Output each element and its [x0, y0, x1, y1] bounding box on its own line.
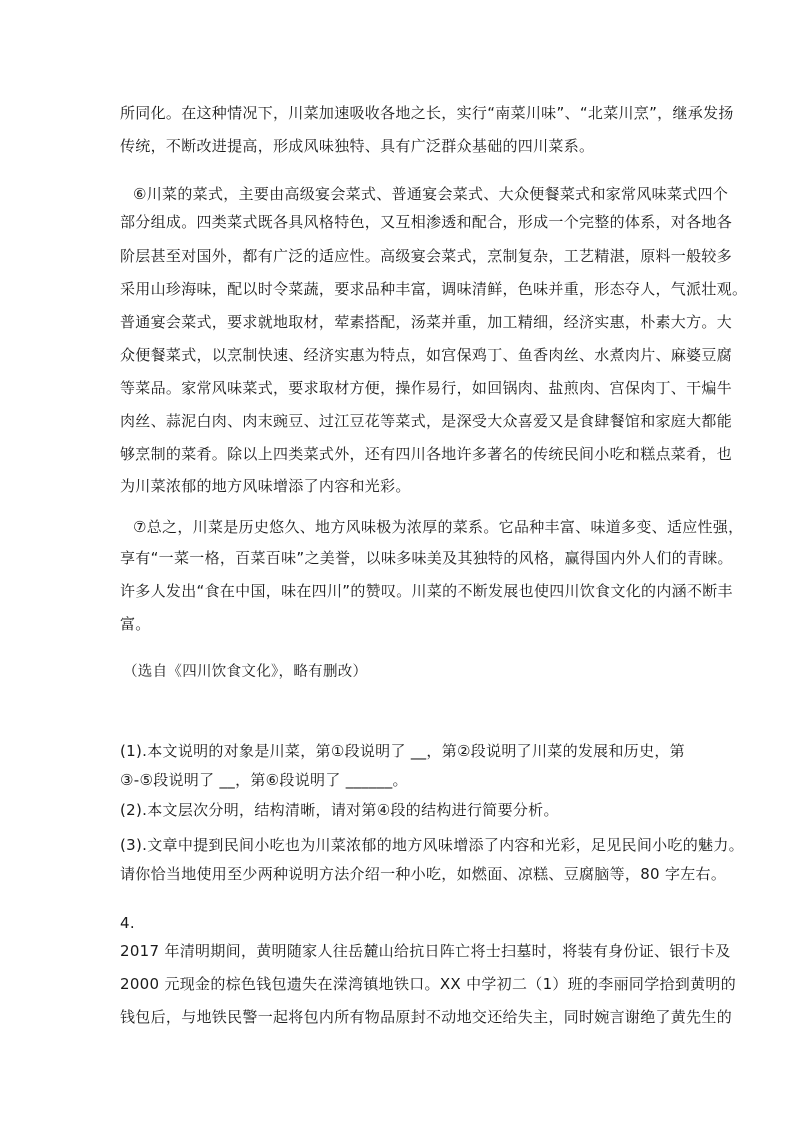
paragraph-5-line: 所同化。在这种情况下，川菜加速吸收各地之长，实行“南菜川味”、“北菜川烹”，继承发扬 — [120, 104, 734, 122]
question-4-line: 2017 年清明期间，黄明随家人往岳麓山给抗日阵亡将士扫墓时，将装有身份证、银行卡及 — [120, 942, 731, 960]
paragraph-6-line: 阶层甚至对国外，都有广泛的适应性。高级宴会菜式，烹制复杂，工艺精湛，原料一般较多 — [120, 247, 733, 265]
paragraph-7-line: 富。 — [120, 615, 151, 633]
source-citation: （选自《四川饮食文化》，略有删改） — [123, 664, 368, 680]
paragraph-7-line: 享有“一菜一格，百菜百味”之美誉，以味多味美及其独特的风格，赢得国内外人们的青睐。 — [120, 549, 733, 567]
paragraph-6-line: 等菜品。家常风味菜式，要求取材方便，操作易行，如回锅肉、盐煎肉、宫保肉丁、干煸牛 — [120, 379, 733, 397]
paragraph-6-line: 众便餐菜式，以烹制快速、经济实惠为特点，如宫保鸡丁、鱼香肉丝、水煮肉片、麻婆豆腐 — [120, 346, 733, 364]
paragraph-6-line: 为川菜浓郁的地方风味增添了内容和光彩。 — [120, 477, 411, 495]
paragraph-6-line: 采用山珍海味，配以时令菜蔬，要求品种丰富，调味清鲜，色味并重，形态夺人，气派壮观。 — [120, 280, 748, 298]
paragraph-5-line: 传统，不断改进提高，形成风味独特、具有广泛群众基础的四川菜系。 — [120, 137, 595, 155]
paragraph-6-line: 普通宴会菜式，要求就地取材，荤素搭配，汤菜并重，加工精细，经济实惠，朴素大方。大 — [120, 313, 733, 331]
paragraph-7-line: ⑦总之，川菜是历史悠久、地方风味极为浓厚的菜系。它品种丰富、味道多变、适应性强， — [133, 518, 744, 536]
question-line: (2).本文层次分明，结构清晰，请对第④段的结构进行简要分析。 — [120, 801, 559, 819]
question-line: ③-⑤段说明了 __，第⑥段说明了 ______。 — [120, 771, 408, 789]
paragraph-6-line: 部分组成。四类菜式既各具风格特色，又互相渗透和配合，形成一个完整的体系，对各地各 — [120, 213, 733, 231]
paragraph-7-line: 许多人发出“食在中国，味在四川”的赞叹。川菜的不断发展也使四川饮食文化的内涵不断丰 — [120, 582, 733, 600]
question-line: 请你恰当地使用至少两种说明方法介绍一种小吃，如燃面、凉糕、豆腐脑等，80 字左右。 — [120, 865, 727, 883]
paragraph-6-line: 够烹制的菜肴。除以上四类菜式外，还有四川各地许多著名的传统民间小吃和糕点菜肴，也 — [120, 445, 733, 463]
paragraph-6-line: ⑥川菜的菜式，主要由高级宴会菜式、普通宴会菜式、大众便餐菜式和家常风味菜式四个 — [133, 185, 729, 203]
question-line: (3).文章中提到民间小吃也为川菜浓郁的地方风味增添了内容和光彩，足见民间小吃的魅力。 — [120, 836, 744, 854]
question-line: (1).本文说明的对象是川菜，第①段说明了 __，第②段说明了川菜的发展和历史，第 — [120, 742, 685, 760]
question-4-line: 钱包后，与地铁民警一起将包内所有物品原封不动地交还给失主，同时婉言谢绝了黄先生的 — [120, 1008, 733, 1026]
paragraph-6-line: 肉丝、蒜泥白肉、肉末豌豆、过江豆花等菜式，是深受大众喜爱又是食肆餐馆和家庭大都能 — [120, 412, 733, 430]
question-4-line: 2000 元现金的棕色钱包遗失在溁湾镇地铁口。XX 中学初二（1）班的李丽同学拾到黄明的 — [120, 975, 737, 993]
question-4-number: 4. — [120, 914, 135, 932]
